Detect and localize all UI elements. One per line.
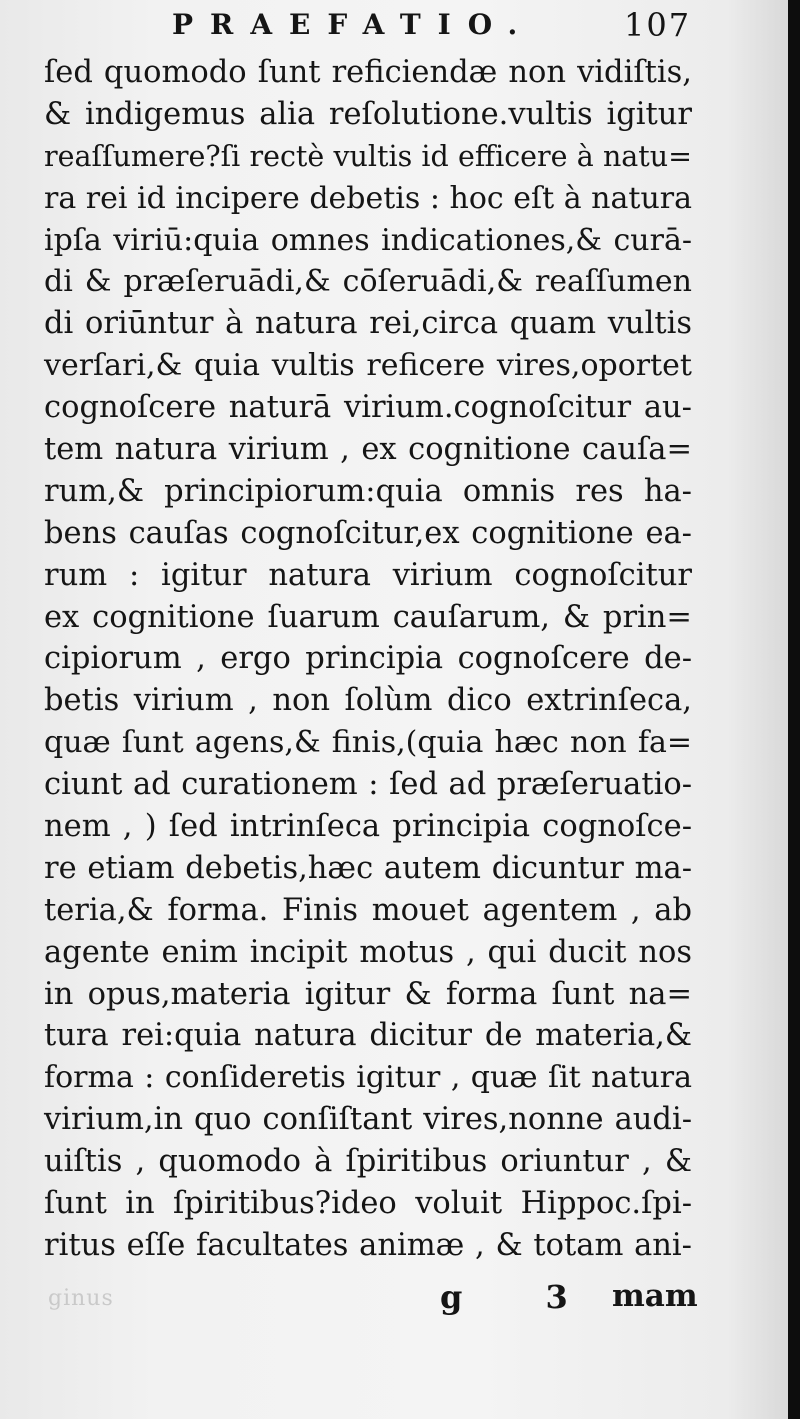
text-line: nem , ) ſed intrinſeca principia cognoſce- [44,809,692,845]
text-line: ſunt in ſpiritibus?ideo voluit Hippoc.ſpi- [44,1186,692,1222]
page-header [0,6,790,50]
text-line: teria,& forma. Finis mouet agentem , ab [44,892,692,928]
text-line: re etiam debetis,hæc autem dicuntur ma- [44,850,692,886]
text-line: quæ ſunt agens,& finis,(quia hæc non fa= [44,725,692,761]
text-line: tem natura virium , ex cognitione cauſa= [44,432,692,468]
body-text [44,52,692,1267]
text-line: ſed quomodo ſunt reficiendæ non vidiſtis, [44,55,692,90]
text-line: cipiorum , ergo principia cognoſcere de- [44,641,692,677]
text-line: rum,& principiorum:quia omnis res ha- [44,473,692,509]
text-line: virium,in quo conſiſtant vires,nonne audi- [44,1102,692,1138]
text-line: ra rei id incipere debetis : hoc eſt à natura [44,180,692,216]
text-line: ipſa viriū:quia omnes indicationes,& curā- [44,222,692,258]
scan-edge [788,0,800,1419]
text-line: in opus,materia igitur & forma ſunt na= [44,976,692,1012]
text-line: cognoſcere naturā virium.cognoſcitur au- [44,390,692,426]
text-line: bens cauſas cognoſcitur,ex cognitione ea- [44,515,692,551]
text-line: betis virium , non ſolùm dico extrinſeca, [44,683,692,719]
text-line: & indigemus alia reſolutione.vultis igitur [44,96,692,132]
catchword: mam [612,1278,698,1314]
signature-mark: g 3 [440,1278,604,1316]
text-line: di oriūntur à natura rei,circa quam vultis [44,306,692,342]
running-head: PRAEFATIO. [172,8,535,41]
text-line: di & præſeruādi,& cōſeruādi,& reaſſumen [44,264,692,300]
text-line: verſari,& quia vultis reficere vires,oportet [44,348,692,384]
show-through-text: ginus [48,1286,114,1311]
text-line: rum : igitur natura virium cognoſcitur [44,557,692,593]
text-line: tura rei:quia natura dicitur de materia,& [44,1018,692,1054]
text-line: agente enim incipit motus , qui ducit nos [44,934,692,970]
page-number: 107 [624,6,692,44]
text-line: ciunt ad curationem : ſed ad præſeruatio- [44,767,692,803]
text-line: reaſſumere?ſi rectè vultis id efficere à natu= [44,139,692,173]
page-footer [0,1278,790,1326]
text-line: forma : conſideretis igitur , quæ ſit natura [44,1060,692,1096]
text-line: uiſtis , quomodo à ſpiritibus oriuntur , & [44,1144,692,1180]
text-line: ritus eſſe facultates animæ , & totam ani- [44,1227,692,1263]
text-line: ex cognitione ſuarum cauſarum, & prin= [44,599,692,635]
